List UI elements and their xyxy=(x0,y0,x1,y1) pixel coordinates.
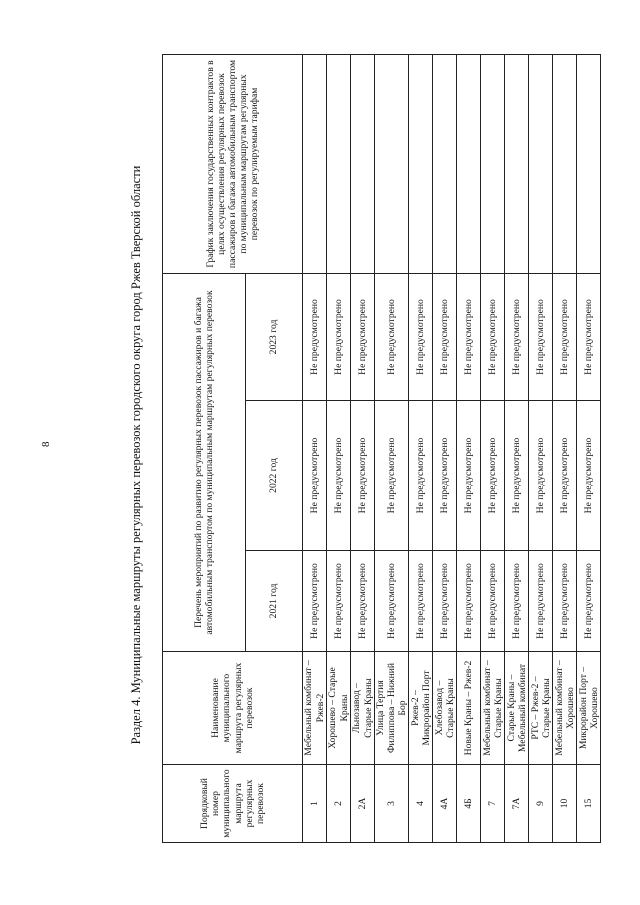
route-name-line: Хорошево – Старые Краны xyxy=(327,667,350,749)
route-number-cell: 10 xyxy=(553,765,577,843)
route-name-line: Хлебозавод – xyxy=(433,680,445,736)
route-number-cell: 4 xyxy=(409,765,433,843)
route-name-line: РТС – Ржев-2 – xyxy=(529,676,541,740)
table-row xyxy=(409,54,433,842)
contract-schedule-cell xyxy=(351,54,375,273)
route-name-line: Льнозавод – xyxy=(351,683,363,733)
route-number-cell: 7 xyxy=(481,765,505,843)
table-row xyxy=(457,54,481,842)
measure-2023-cell: Не предусмотрено xyxy=(409,273,433,400)
measure-2021-cell: Не предусмотрено xyxy=(433,551,457,652)
route-number-cell: 15 xyxy=(577,765,601,843)
route-name-cell xyxy=(433,652,457,765)
table-row xyxy=(303,54,327,842)
measure-2021-cell: Не предусмотрено xyxy=(529,551,553,652)
route-name-cell xyxy=(327,652,351,765)
route-name-line: Старые Краны xyxy=(444,678,456,738)
route-name-line: Старые Краны xyxy=(362,678,374,738)
measure-2022-cell: Не предусмотрено xyxy=(327,401,351,551)
route-name-line: Старые Краны – xyxy=(505,674,517,742)
table-row xyxy=(351,54,375,842)
page-number: 8 xyxy=(40,441,52,447)
measure-2022-cell: Не предусмотрено xyxy=(303,401,327,551)
header-route-number: Порядковый номер муниципального маршрута регулярных перевозок xyxy=(163,765,303,843)
measure-2022-cell: Не предусмотрено xyxy=(529,401,553,551)
measure-2021-cell: Не предусмотрено xyxy=(577,551,601,652)
contract-schedule-cell xyxy=(457,54,481,273)
route-number-cell: 1 xyxy=(303,765,327,843)
routes-table xyxy=(162,54,601,843)
route-name-line: Хорошево xyxy=(564,687,576,729)
measure-2022-cell: Не предусмотрено xyxy=(505,401,529,551)
route-name-cell xyxy=(553,652,577,765)
measure-2023-cell: Не предусмотрено xyxy=(351,273,375,400)
measure-2021-cell: Не предусмотрено xyxy=(351,551,375,652)
measure-2021-cell: Не предусмотрено xyxy=(553,551,577,652)
measure-2023-cell: Не предусмотрено xyxy=(553,273,577,400)
table-row xyxy=(433,54,457,842)
measure-2023-cell: Не предусмотрено xyxy=(327,273,351,400)
route-name-line: Мебельный комбинат xyxy=(516,663,528,753)
route-name-cell xyxy=(577,652,601,765)
measure-2022-cell: Не предусмотрено xyxy=(577,401,601,551)
header-measures: Перечень мероприятий по развитию регулярных перевозок пассажиров и багажа автомобильным транспортом по муниципальным маршрутам регулярных перевозок xyxy=(163,273,246,651)
measure-2021-cell: Не предусмотрено xyxy=(409,551,433,652)
routes-table-body xyxy=(303,54,601,842)
route-name-line: Мебельный комбинат – xyxy=(481,660,493,756)
route-name-line: Старые Краны xyxy=(492,678,504,738)
measure-2021-cell: Не предусмотрено xyxy=(303,551,327,652)
contract-schedule-cell xyxy=(375,54,409,273)
contract-schedule-cell xyxy=(505,54,529,273)
route-name-line: Микрорайон Порт xyxy=(420,670,432,746)
route-number-cell: 4А xyxy=(433,765,457,843)
header-year-2022: 2022 год xyxy=(246,401,303,551)
table-row xyxy=(553,54,577,842)
measure-2023-cell: Не предусмотрено xyxy=(433,273,457,400)
rotated-landscape-page xyxy=(125,55,625,855)
measure-2022-cell: Не предусмотрено xyxy=(457,401,481,551)
measure-2022-cell: Не предусмотрено xyxy=(553,401,577,551)
route-number-cell: 4Б xyxy=(457,765,481,843)
route-number-cell: 7А xyxy=(505,765,529,843)
table-row xyxy=(505,54,529,842)
table-row xyxy=(529,54,553,842)
contract-schedule-cell xyxy=(327,54,351,273)
section-title: Раздел 4. Муниципальные маршруты регулярных перевозок городского округа город Ржев Тверской области xyxy=(129,165,143,745)
table-row xyxy=(481,54,505,842)
contract-schedule-cell xyxy=(433,54,457,273)
contract-schedule-cell xyxy=(303,54,327,273)
measure-2021-cell: Не предусмотрено xyxy=(457,551,481,652)
route-name-line: Хорошево xyxy=(588,687,600,729)
contract-schedule-cell xyxy=(409,54,433,273)
measure-2023-cell: Не предусмотрено xyxy=(529,273,553,400)
measure-2023-cell: Не предусмотрено xyxy=(481,273,505,400)
measure-2021-cell: Не предусмотрено xyxy=(505,551,529,652)
contract-schedule-cell xyxy=(529,54,553,273)
route-name-line: Филиппова – Нижний Бор xyxy=(386,662,409,754)
header-contract-schedule: График заключения государственных контрактов в целях осуществления регулярных перевозок пассажиров и багажа автомобильным транспортом по муниципальным маршрутам регулярных перевозок по регулируемым тарифам xyxy=(163,54,303,273)
measure-2023-cell: Не предусмотрено xyxy=(375,273,409,400)
route-name-line: Новые Краны – Ржев-2 xyxy=(463,660,475,756)
route-name-line: Мебельный комбинат – xyxy=(553,660,565,756)
route-number-cell: 2А xyxy=(351,765,375,843)
route-name-line: Ржев-2 – xyxy=(409,690,421,726)
route-name-line: Улица Тертия xyxy=(375,680,386,736)
route-name-cell xyxy=(409,652,433,765)
route-name-cell xyxy=(457,652,481,765)
measure-2022-cell: Не предусмотрено xyxy=(433,401,457,551)
route-number-cell: 2 xyxy=(327,765,351,843)
route-name-line: Ржев-2 xyxy=(314,693,326,723)
route-name-line: Микрорайон Порт – xyxy=(577,666,589,750)
table-row xyxy=(327,54,351,842)
route-name-cell xyxy=(529,652,553,765)
route-name-cell xyxy=(375,652,409,765)
measure-2022-cell: Не предусмотрено xyxy=(375,401,409,551)
route-name-cell xyxy=(303,652,327,765)
measure-2023-cell: Не предусмотрено xyxy=(303,273,327,400)
measure-2022-cell: Не предусмотрено xyxy=(351,401,375,551)
measure-2023-cell: Не предусмотрено xyxy=(505,273,529,400)
route-name-cell xyxy=(505,652,529,765)
route-number-cell: 3 xyxy=(375,765,409,843)
contract-schedule-cell xyxy=(481,54,505,273)
route-name-line: Мебельный комбинат – xyxy=(303,660,315,756)
contract-schedule-cell xyxy=(577,54,601,273)
header-year-2021: 2021 год xyxy=(246,551,303,652)
route-name-line: Старые Краны xyxy=(540,678,552,738)
measure-2023-cell: Не предусмотрено xyxy=(457,273,481,400)
measure-2021-cell: Не предусмотрено xyxy=(481,551,505,652)
measure-2022-cell: Не предусмотрено xyxy=(481,401,505,551)
table-row xyxy=(577,54,601,842)
measure-2022-cell: Не предусмотрено xyxy=(409,401,433,551)
measure-2021-cell: Не предусмотрено xyxy=(327,551,351,652)
route-name-cell xyxy=(481,652,505,765)
measure-2023-cell: Не предусмотрено xyxy=(577,273,601,400)
header-year-2023: 2023 год xyxy=(246,273,303,400)
route-number-cell: 9 xyxy=(529,765,553,843)
header-route-name: Наименование муниципального маршрута регулярных перевозок xyxy=(163,652,303,765)
table-row xyxy=(375,54,409,842)
measure-2021-cell: Не предусмотрено xyxy=(375,551,409,652)
contract-schedule-cell xyxy=(553,54,577,273)
route-name-cell xyxy=(351,652,375,765)
